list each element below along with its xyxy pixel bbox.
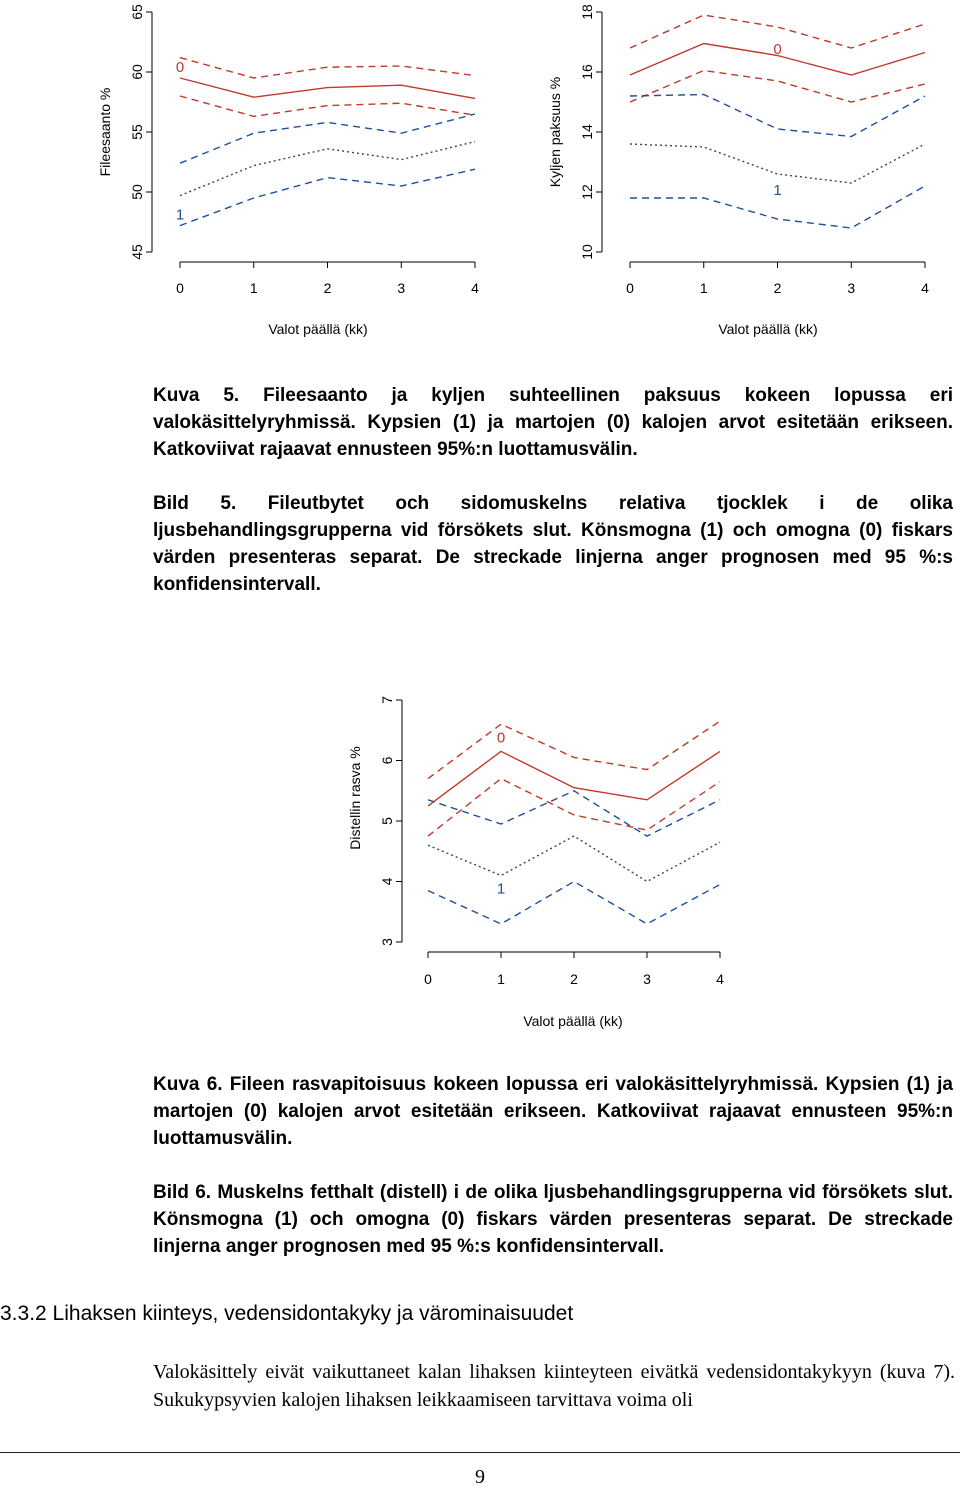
series-line-lower-ci-2 — [180, 96, 475, 116]
x-tick-label: 2 — [323, 280, 332, 296]
x-tick-label: 4 — [921, 280, 929, 296]
caption-label-sv: Bild 5. — [153, 493, 237, 514]
y-axis-title: Distellin rasva % — [347, 746, 363, 850]
caption-text-sv: Fileutbytet och sidomuskelns relativa tjocklek i de olika ljusbehandlingsgrupperna vid försökets slut. Könsmogna (1) och omogna (0) fiskars värden presenteras separat. De streckade linjerna anger prognosen med 95 %:s konfidensintervall. — [153, 493, 953, 595]
y-tick-label: 6 — [379, 756, 395, 765]
x-tick-label: 4 — [471, 280, 479, 296]
group-label: 1 — [496, 880, 506, 898]
y-tick-label: 45 — [129, 244, 145, 260]
x-tick-label: 3 — [847, 280, 856, 296]
series-line-group-1-3 — [428, 836, 720, 881]
body-paragraph: Valokäsittely eivät vaikuttaneet kalan lihaksen kiinteyteen eivätkä vedensidontakykyyn (kuva 7). Sukukypsyvien kalojen lihaksen leikkaamiseen tarvittava voima oli — [153, 1361, 955, 1411]
x-tick-label: 2 — [773, 280, 782, 296]
section-heading: 3.3.2 Lihaksen kiinteys, vedensidontakyky ja värominaisuudet — [0, 1302, 574, 1325]
y-tick-label: 50 — [129, 184, 145, 200]
y-tick-label: 10 — [579, 244, 595, 260]
x-tick-label: 1 — [249, 280, 258, 296]
x-axis-title: Valot päällä (kk) — [268, 321, 368, 337]
distal-fat-chart — [330, 680, 740, 1035]
y-tick-label: 4 — [379, 877, 395, 886]
x-tick-label: 2 — [570, 971, 578, 987]
series-line-upper-ci-4 — [180, 114, 475, 163]
series-line-group-1-3 — [630, 144, 925, 183]
y-axis-title: Fileesaanto % — [97, 87, 113, 177]
y-tick-label: 18 — [579, 4, 595, 20]
caption-label-fi: Kuva 6. — [153, 1074, 223, 1095]
series-line-group-0-0 — [428, 751, 720, 806]
x-tick-label: 3 — [643, 971, 651, 987]
x-tick-label: 0 — [424, 971, 432, 987]
group-label: 0 — [175, 59, 185, 76]
series-line-upper-ci-1 — [180, 58, 475, 78]
y-tick-label: 5 — [379, 817, 395, 825]
series-line-upper-ci-1 — [428, 721, 720, 778]
series-line-upper-ci-4 — [630, 95, 925, 137]
series-line-group-1-3 — [180, 142, 475, 196]
x-axis-title: Valot päällä (kk) — [718, 321, 818, 337]
side-thickness-chart — [540, 0, 940, 345]
y-axis-title: Kyljen paksuus % — [547, 76, 563, 188]
x-tick-label: 3 — [397, 280, 406, 296]
series-line-upper-ci-4 — [428, 791, 720, 836]
footer-rule — [0, 1452, 960, 1453]
caption-text-fi: Fileen rasvapitoisuus kokeen lopussa eri valokäsittelyryhmissä. Kypsien (1) ja martojen (0) kalojen arvot esitetään erikseen. Katkoviivat rajaavat ennusteen 95%:n luottamusvälin. — [153, 1074, 953, 1149]
group-label: 1 — [175, 206, 185, 224]
group-label: 1 — [773, 182, 782, 199]
group-label: 0 — [773, 41, 782, 58]
y-tick-label: 65 — [129, 4, 145, 20]
caption-text-sv: Muskelns fetthalt (distell) i de olika ljusbehandlingsgrupperna vid försökets slut. Könsmogna (1) och omogna (0) fiskars värden presenteras separat. De streckade linjerna anger prognosen med 95 %:s konfidensintervall. — [153, 1182, 953, 1257]
fillet-yield-chart — [90, 0, 490, 345]
page-number: 9 — [475, 1466, 485, 1488]
group-label: 0 — [496, 729, 506, 747]
series-line-lower-ci-5 — [180, 169, 475, 225]
y-tick-label: 14 — [579, 124, 595, 140]
figure-6-caption — [153, 1071, 953, 1260]
x-tick-label: 0 — [626, 280, 634, 296]
y-tick-label: 60 — [129, 64, 145, 80]
x-tick-label: 1 — [497, 971, 505, 987]
y-tick-label: 3 — [379, 938, 395, 946]
y-tick-label: 55 — [129, 124, 145, 140]
x-axis-title: Valot päällä (kk) — [523, 1013, 623, 1029]
y-tick-label: 12 — [579, 184, 595, 200]
series-line-group-0-0 — [180, 78, 475, 98]
y-tick-label: 7 — [379, 696, 395, 704]
y-tick-label: 16 — [579, 64, 595, 80]
x-tick-label: 0 — [176, 280, 184, 296]
caption-label-sv: Bild 6. — [153, 1182, 212, 1203]
figure-5-caption — [153, 382, 953, 598]
caption-text-fi: Fileesaanto ja kyljen suhteellinen paksuus kokeen lopussa eri valokäsittelyryhmissä. Kypsien (1) ja martojen (0) kalojen arvot esitetään erikseen. Katkoviivat rajaavat ennusteen 95%:n luottamusvälin. — [153, 385, 954, 460]
series-line-lower-ci-2 — [630, 71, 925, 103]
series-line-lower-ci-5 — [428, 882, 720, 924]
x-tick-label: 4 — [716, 971, 724, 987]
caption-label-fi: Kuva 5. — [153, 385, 240, 406]
x-tick-label: 1 — [699, 280, 708, 296]
